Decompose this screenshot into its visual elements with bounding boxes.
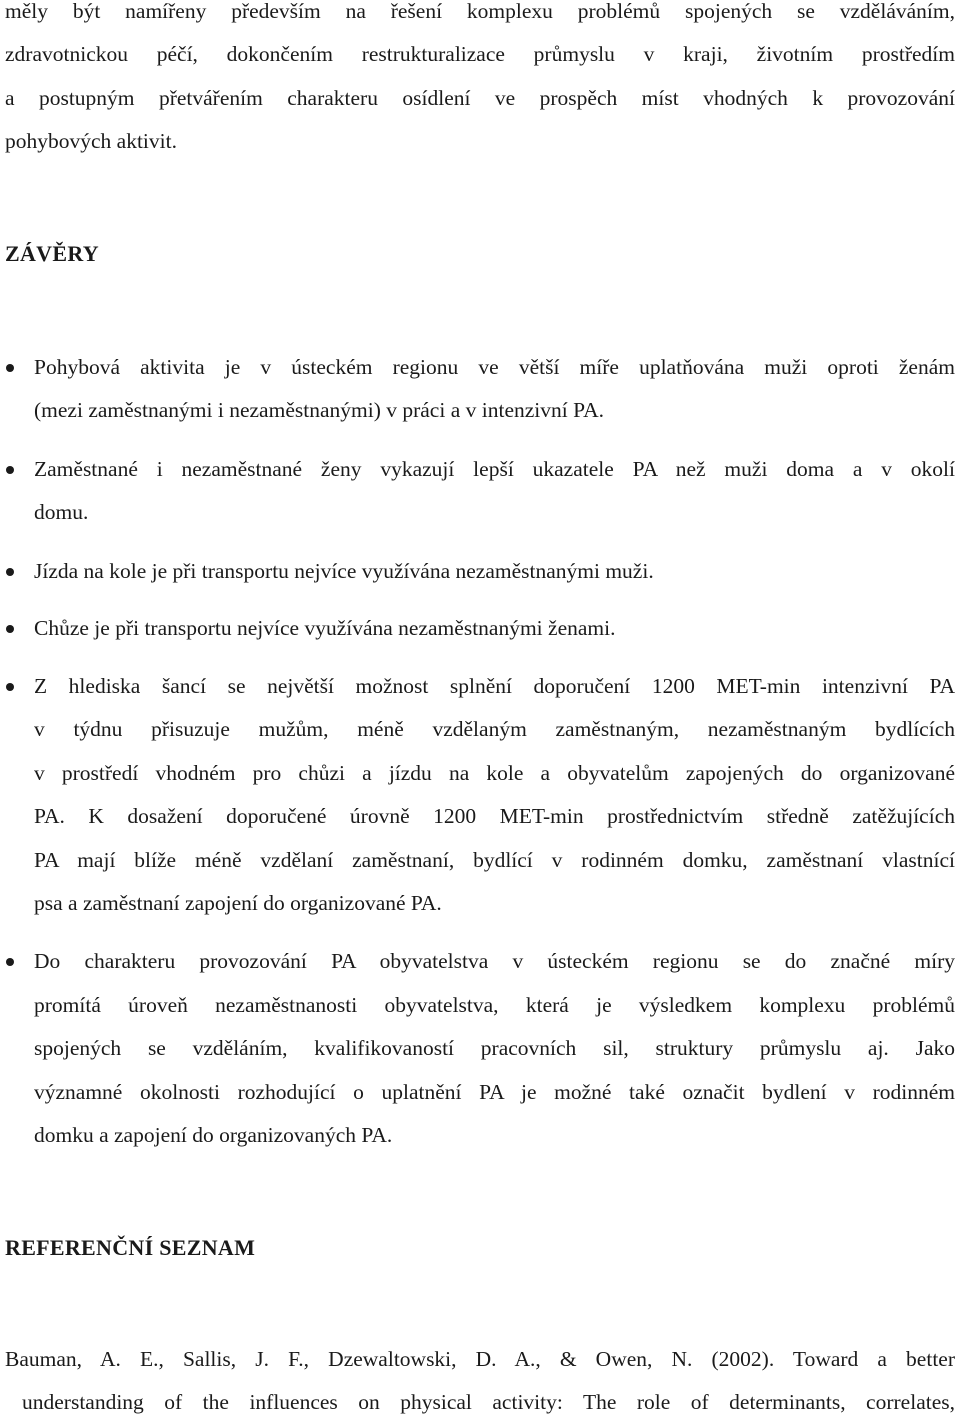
reference-line: Bauman, A. E., Sallis, J. F., Dzewaltowski, D. A., & Owen, N. (2002). Toward a better — [5, 1347, 955, 1371]
intro-line: měly být namířeny především na řešení komplexu problémů spojených se vzděláváním, — [5, 0, 955, 23]
conclusion-line: PA. K dosažení doporučené úrovně 1200 MET-min prostřednictvím středně zatěžujících — [34, 804, 955, 828]
conclusion-line: významné okolnosti rozhodující o uplatnění PA je možné také označit bydlení v rodinném — [34, 1080, 955, 1104]
intro-line: a postupným přetvářením charakteru osídlení ve prospěch míst vhodných k provozování — [5, 86, 955, 110]
bullet-icon — [6, 466, 14, 474]
conclusion-line: Pohybová aktivita je v ústeckém regionu ve větší míře uplatňována muži oproti ženám — [34, 355, 955, 379]
conclusion-line: Zaměstnané i nezaměstnané ženy vykazují lepší ukazatele PA než muži doma a v okolí — [34, 457, 955, 481]
section-heading-references: REFERENČNÍ SEZNAM — [5, 1235, 256, 1260]
bullet-icon — [6, 958, 14, 966]
intro-line: zdravotnickou péčí, dokončením restrukturalizace průmyslu v kraji, životním prostředím — [5, 42, 955, 66]
bullet-icon — [6, 364, 14, 372]
conclusion-line: PA mají blíže méně vzdělaní zaměstnaní, bydlící v rodinném domku, zaměstnaní vlastnící — [34, 848, 955, 872]
conclusion-line: (mezi zaměstnanými i nezaměstnanými) v práci a v intenzivní PA. — [34, 398, 604, 422]
bullet-icon — [6, 625, 14, 633]
conclusion-line: domu. — [34, 500, 89, 524]
reference-line: understanding of the influences on physical activity: The role of determinants, correlates, — [22, 1390, 955, 1414]
bullet-icon — [6, 568, 14, 576]
conclusion-line: Chůze je při transportu nejvíce využívána nezaměstnanými ženami. — [34, 616, 616, 640]
conclusion-line: domku a zapojení do organizovaných PA. — [34, 1123, 393, 1147]
section-heading-conclusions: ZÁVĚRY — [5, 241, 99, 266]
intro-line: pohybových aktivit. — [5, 129, 177, 153]
conclusion-line: promítá úroveň nezaměstnanosti obyvatelstva, která je výsledkem komplexu problémů — [34, 993, 955, 1017]
conclusion-line: psa a zaměstnaní zapojení do organizované PA. — [34, 891, 442, 915]
bullet-icon — [6, 683, 14, 691]
conclusion-line: Do charakteru provozování PA obyvatelstva v ústeckém regionu se do značné míry — [34, 949, 955, 973]
conclusion-line: Z hlediska šancí se největší možnost splnění doporučení 1200 MET-min intenzivní PA — [34, 674, 955, 698]
conclusion-line: spojených se vzděláním, kvalifikovaností pracovních sil, struktury průmyslu aj. Jako — [34, 1036, 955, 1060]
conclusion-line: v prostředí vhodném pro chůzi a jízdu na kole a obyvatelům zapojených do organizované — [34, 761, 955, 785]
conclusion-line: v týdnu přisuzuje mužům, méně vzdělaným zaměstnaným, nezaměstnaným bydlících — [34, 717, 955, 741]
conclusion-line: Jízda na kole je při transportu nejvíce využívána nezaměstnanými muži. — [34, 559, 654, 583]
